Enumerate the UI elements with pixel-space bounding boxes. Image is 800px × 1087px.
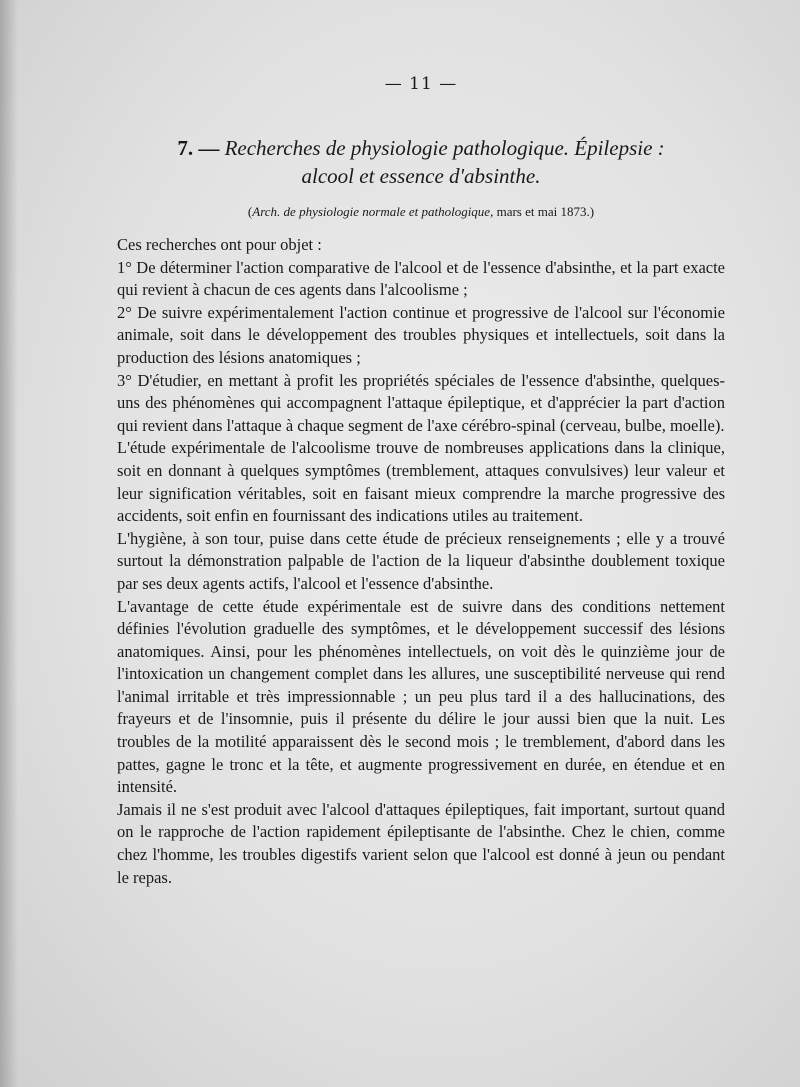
page-number: — 11 — xyxy=(384,74,458,94)
paragraph-epilepsy: Jamais il ne s'est produit avec l'alcool d'attaques épileptiques, fait important, surtout quand on le rapproche de l'action rapidement épileptisante de l'absinthe. Chez le chien, comme chez l'homme, les troubles digestifs varient selon que l'alcool est donné à jeun ou pendant le repas. xyxy=(117,799,725,887)
paragraph-objective-1: 1° De déterminer l'action comparative de l'alcool et de l'essence d'absinthe, et la part exacte qui revient à chacun de ces agents dans l'alcoolisme ; xyxy=(117,257,725,300)
section-title-text-1: Recherches de physiologie pathologique. Épilepsie : xyxy=(224,136,665,160)
paragraph-objective-2: 2° De suivre expérimentalement l'action continue et progressive de l'alcool sur l'économie animale, soit dans le développement des troubles physiques et intellectuels, soit dans la production des lésions anatomiques ; xyxy=(117,302,725,367)
source-close-paren: ) xyxy=(589,204,595,219)
body-text xyxy=(117,234,725,889)
paragraph-advantage: L'avantage de cette étude expérimentale est de suivre dans des conditions nettement définies l'évolution graduelle des symptômes, et le développement successif des lésions anatomiques. Ainsi, pour les phénomènes intellectuels, on voit dès le quinzième jour de l'intoxication un changement complet dans les allures, une susceptibilité nerveuse qui rend l'animal irritable et très impressionnable ; un peu plus tard il a des hallucinations, des frayeurs et de l'insomnie, puis il présente du délire le jour aussi bien que la nuit. Les troubles de la motilité apparaissent dès le second mois ; le tremblement, d'abord dans les pattes, gagne le tronc et la tête, et augmente progressivement en durée, en étendue et en intensité. xyxy=(117,596,725,797)
section-dash: — xyxy=(198,136,220,160)
section-title-line-2: alcool et essence d'absinthe. xyxy=(301,164,541,188)
document-content xyxy=(117,74,725,889)
source-reference xyxy=(117,204,725,220)
section-number: 7. xyxy=(177,136,194,160)
paragraph-clinical: L'étude expérimentale de l'alcoolisme trouve de nombreuses applications dans la clinique, soit en donnant à quelques symptômes (tremblement, attaques convulsives) leur valeur et leur signification véritables, soit en faisant mieux comprendre la marche progressive des accidents, soit enfin en fournissant des indications utiles au traitement. xyxy=(117,438,725,526)
section-title-line-1 xyxy=(117,134,725,162)
section-title xyxy=(117,134,725,190)
paragraph-hygiene: L'hygiène, à son tour, puise dans cette étude de précieux renseignements ; elle y a trouvé surtout la démonstration palpable de l'action de la liqueur d'absinthe doublement toxique par ses deux agents actifs, l'alcool et l'essence d'absinthe. xyxy=(117,528,725,593)
source-journal: Arch. de physiologie normale et pathologique, xyxy=(252,204,494,219)
source-date: mars et mai 1873. xyxy=(493,204,590,219)
source-open-paren: ( xyxy=(247,204,253,219)
paragraph-intro: Ces recherches ont pour objet : xyxy=(117,235,322,254)
paragraph-objective-3: 3° D'étudier, en mettant à profit les propriétés spéciales de l'essence d'absinthe, quelques-uns des phénomènes qui accompagnent l'attaque épileptique, et d'apprécier la part d'action qui revient dans l'attaque à chaque segment de l'axe cérébro-spinal (cerveau, bulbe, moelle). xyxy=(117,370,725,435)
page-edge-shadow xyxy=(0,0,18,1087)
